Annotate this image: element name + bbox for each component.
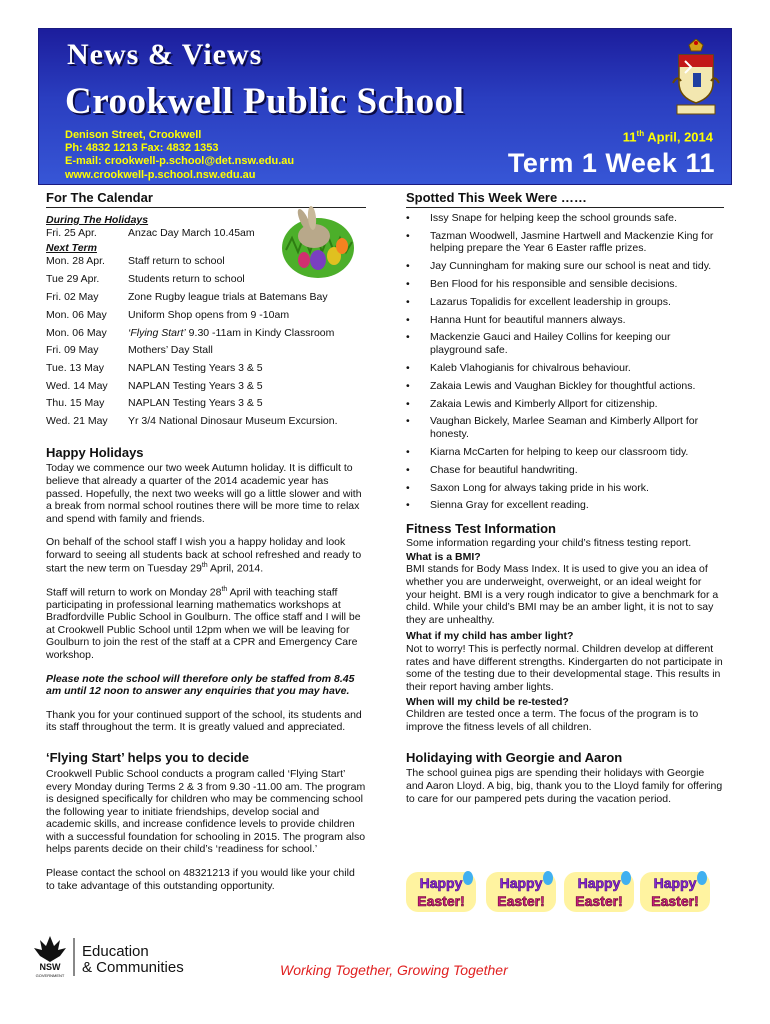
calendar-date: Wed. 14 May	[46, 379, 108, 392]
school-name: Crookwell Public School	[65, 81, 465, 122]
calendar-event: Uniform Shop opens from 9 -10am	[128, 309, 290, 322]
department-line2: & Communities	[82, 959, 184, 976]
flying-start-label: ‘Flying Start’	[128, 326, 186, 339]
list-item: • Chase for beautiful handwriting.	[406, 464, 724, 477]
calendar-date: Mon. 28 Apr.	[46, 255, 105, 268]
calendar-event-text: 9.30 -11am in Kindy Classroom	[185, 326, 335, 339]
phone-fax: Ph: 4832 1213 Fax: 4832 1353	[65, 142, 219, 155]
calendar-date: Fri. 25 Apr.	[46, 226, 97, 239]
georgie-paragraph: The school guinea pigs are spending their holidays with Georgie and Aaron Lloyd. A big, big, thank you to the Lloyd family for offering to care for our pampered pets during the vacation period.	[406, 767, 723, 805]
fitness-heading: Fitness Test Information	[406, 521, 556, 537]
calendar-row	[46, 415, 366, 429]
easter-bunny-icon	[278, 198, 358, 280]
calendar-date: Tue. 13 May	[46, 361, 104, 374]
nsw-text: NSW	[39, 962, 61, 972]
calendar-date: Thu. 15 May	[46, 397, 105, 410]
calendar-event: NAPLAN Testing Years 3 & 5	[128, 397, 263, 410]
easter-text: Easter!	[497, 893, 545, 909]
government-text: GOVERNMENT	[35, 973, 65, 978]
calendar-event: Yr 3/4 National Dinosaur Museum Excursion.	[128, 414, 338, 427]
calendar-event: Zone Rugby league trials at Batemans Bay	[128, 291, 328, 304]
spotted-list	[406, 212, 724, 512]
calendar-event: Students return to school	[128, 272, 245, 285]
holidays-paragraph: Thank you for your continued support of the school, its students and its staff throughout the term. It is greatly valued and appreciated.	[46, 708, 362, 734]
fitness-answer: BMI stands for Body Mass Index. It is used to give you an idea of whether you are underweight, overweight, or an ideal weight for your height. BMI is a very rough indicator to give a benchmark for a child. While your child’s BMI may be an amber light, it is not to say they are unhealthy.	[406, 563, 719, 626]
list-item: • Vaughan Bickely, Marlee Seaman and Kimberly Allport for honesty.	[406, 415, 724, 441]
happy-easter-icon	[638, 868, 712, 914]
left-column	[46, 190, 366, 892]
fitness-question: What if my child has amber light?	[406, 630, 574, 643]
happy-easter-icon	[484, 868, 558, 914]
list-item: • Kaleb Vlahogianis for chivalrous behaviour.	[406, 362, 724, 375]
holidays-paragraph	[46, 536, 366, 574]
ordinal-suffix: th	[201, 561, 208, 569]
right-column	[406, 190, 724, 805]
text: On behalf of the school staff I wish you a happy holiday and look forward to seeing all students back at school refreshed and ready to start the new term on Tuesday 29	[46, 536, 362, 575]
calendar-date: Fri. 02 May	[46, 291, 99, 304]
calendar-event: Anzac Day March 10.45am	[128, 226, 255, 239]
easter-text: Happy	[653, 875, 697, 891]
footer-tagline: Working Together, Growing Together	[280, 962, 508, 978]
georgie-heading: Holidaying with Georgie and Aaron	[406, 749, 623, 765]
school-crest-icon	[671, 39, 721, 119]
email: E-mail: crookwell-p.school@det.nsw.edu.au	[65, 155, 295, 168]
website: www.crookwell-p.school.nsw.edu.au	[65, 168, 256, 181]
ordinal-suffix: th	[221, 585, 228, 593]
holidays-label: During The Holidays	[46, 213, 149, 226]
easter-text: Easter!	[651, 893, 699, 909]
header-banner	[38, 28, 732, 185]
calendar-event	[128, 327, 334, 341]
calendar-date: Tue 29 Apr.	[46, 272, 100, 285]
calendar-event: Mothers’ Day Stall	[128, 344, 213, 357]
date-rest: April, 2014	[644, 129, 713, 145]
list-item: • Hanna Hunt for beautiful manners always.	[406, 314, 724, 327]
calendar-date: Fri. 09 May	[46, 344, 99, 357]
happy-easter-icon	[404, 868, 478, 914]
text: Staff will return to work on Monday 28	[46, 586, 222, 599]
list-item: • Tazman Woodwell, Jasmine Hartwell and Mackenzie King for helping prepare the Year 6 Easter raffle prizes.	[406, 230, 724, 256]
term-week: Term 1 Week 11	[507, 148, 715, 178]
department-line1: Education	[82, 943, 149, 960]
list-item: • Jay Cunningham for making sure our school is neat and tidy.	[406, 260, 724, 273]
calendar-date: Wed. 21 May	[46, 414, 108, 427]
happy-easter-icon	[562, 868, 636, 914]
fitness-answer: Children are tested once a term. The focus of the program is to improve the fitness levels of all children.	[406, 708, 699, 733]
calendar-row	[46, 380, 366, 394]
list-item: • Sienna Gray for excellent reading.	[406, 499, 724, 512]
list-item: • Ben Flood for his responsible and sensible decisions.	[406, 278, 724, 291]
next-term-label: Next Term	[46, 242, 97, 255]
list-item: • Issy Snape for helping keep the school grounds safe.	[406, 212, 724, 225]
easter-text: Easter!	[575, 893, 623, 909]
flying-start-paragraph: Crookwell Public School conducts a program called ‘Flying Start’ every Monday during Terms 2 & 3 from 9.30 -11.00 am. The program is designed specifically for children who may be commencing school the following year to initiate friendships, develop social and academic skills, and increase confidence levels to provide children with a successful foundation for schooling in 2015. The program also helps parents decide on their child’s ‘readiness for school.’	[46, 767, 366, 856]
easter-text: Happy	[577, 875, 621, 891]
calendar-row	[46, 327, 366, 341]
calendar-row	[46, 291, 366, 305]
fitness-question: What is a BMI?	[406, 550, 481, 563]
list-item: • Mackenzie Gauci and Hailey Collins for keeping our playground safe.	[406, 331, 724, 357]
spotted-heading: Spotted This Week Were ……	[406, 190, 724, 208]
holidays-paragraph: Today we commence our two week Autumn holiday. It is difficult to believe that already a quarter of the 2014 academic year has passed. Hopefully, the next two weeks will go a little slower and with a break from normal school routines there will be more time to relax and spend with family and friends.	[46, 462, 362, 525]
waratah-icon	[34, 936, 66, 962]
easter-text: Easter!	[417, 893, 465, 909]
text: April, 2014.	[207, 562, 264, 575]
list-item: • Zakaia Lewis and Kimberly Allport for citizenship.	[406, 398, 724, 411]
address: Denison Street, Crookwell	[65, 129, 202, 141]
calendar-row	[46, 397, 366, 411]
fitness-intro: Some information regarding your child’s fitness testing report.	[406, 537, 692, 550]
holidays-paragraph	[46, 586, 366, 662]
calendar-event: NAPLAN Testing Years 3 & 5	[128, 361, 263, 374]
flying-start-heading: ‘Flying Start’ helps you to decide	[46, 750, 249, 766]
list-item: • Kiarna McCarten for helping to keep our classroom tidy.	[406, 446, 724, 459]
fitness-answer: Not to worry! This is perfectly normal. Children develop at different rates and have different strengths. Kindergarten do not participate in some of the testing due to their developmental stage. This results in their report having amber lights.	[406, 643, 723, 693]
flying-start-paragraph: Please contact the school on 48321213 if you would like your child to take advantage of this outstanding opportunity.	[46, 867, 355, 892]
date-suffix: th	[636, 129, 645, 138]
list-item: • Saxon Long for always taking pride in his work.	[406, 482, 724, 495]
calendar-row	[46, 344, 366, 358]
list-item: • Zakaia Lewis and Vaughan Bickley for thoughtful actions.	[406, 380, 724, 393]
easter-text: Happy	[499, 875, 543, 891]
nsw-education-logo	[30, 932, 200, 982]
calendar-event: Staff return to school	[128, 255, 225, 268]
text: April with teaching staff participating in professional learning mathematics workshops at Bradfordville Public School in Goulburn. The office staff and I will be at Crookwell Public School until 12pm when we will be leaving for Goulburn to join the rest of the staff at a CPR and Emergency Care workshop.	[46, 586, 361, 662]
fitness-question: When will my child be re-tested?	[406, 695, 569, 708]
issue-date	[623, 129, 713, 145]
easter-text: Happy	[419, 875, 463, 891]
calendar-date: Mon. 06 May	[46, 309, 107, 322]
calendar-event: NAPLAN Testing Years 3 & 5	[128, 379, 263, 392]
calendar-row	[46, 309, 366, 323]
date-day: 11	[622, 129, 637, 145]
newsletter-title: News & Views	[67, 38, 263, 71]
contact-details	[65, 129, 294, 182]
staffing-note: Please note the school will therefore only be staffed from 8.45 am until 12 noon to answer any enquiries that you may have.	[46, 672, 355, 698]
calendar-heading: For The Calendar	[46, 190, 366, 208]
calendar-row	[46, 362, 366, 376]
happy-holidays-heading: Happy Holidays	[46, 444, 144, 460]
calendar-date: Mon. 06 May	[46, 326, 107, 339]
list-item: • Lazarus Topalidis for excellent leadership in groups.	[406, 296, 724, 309]
